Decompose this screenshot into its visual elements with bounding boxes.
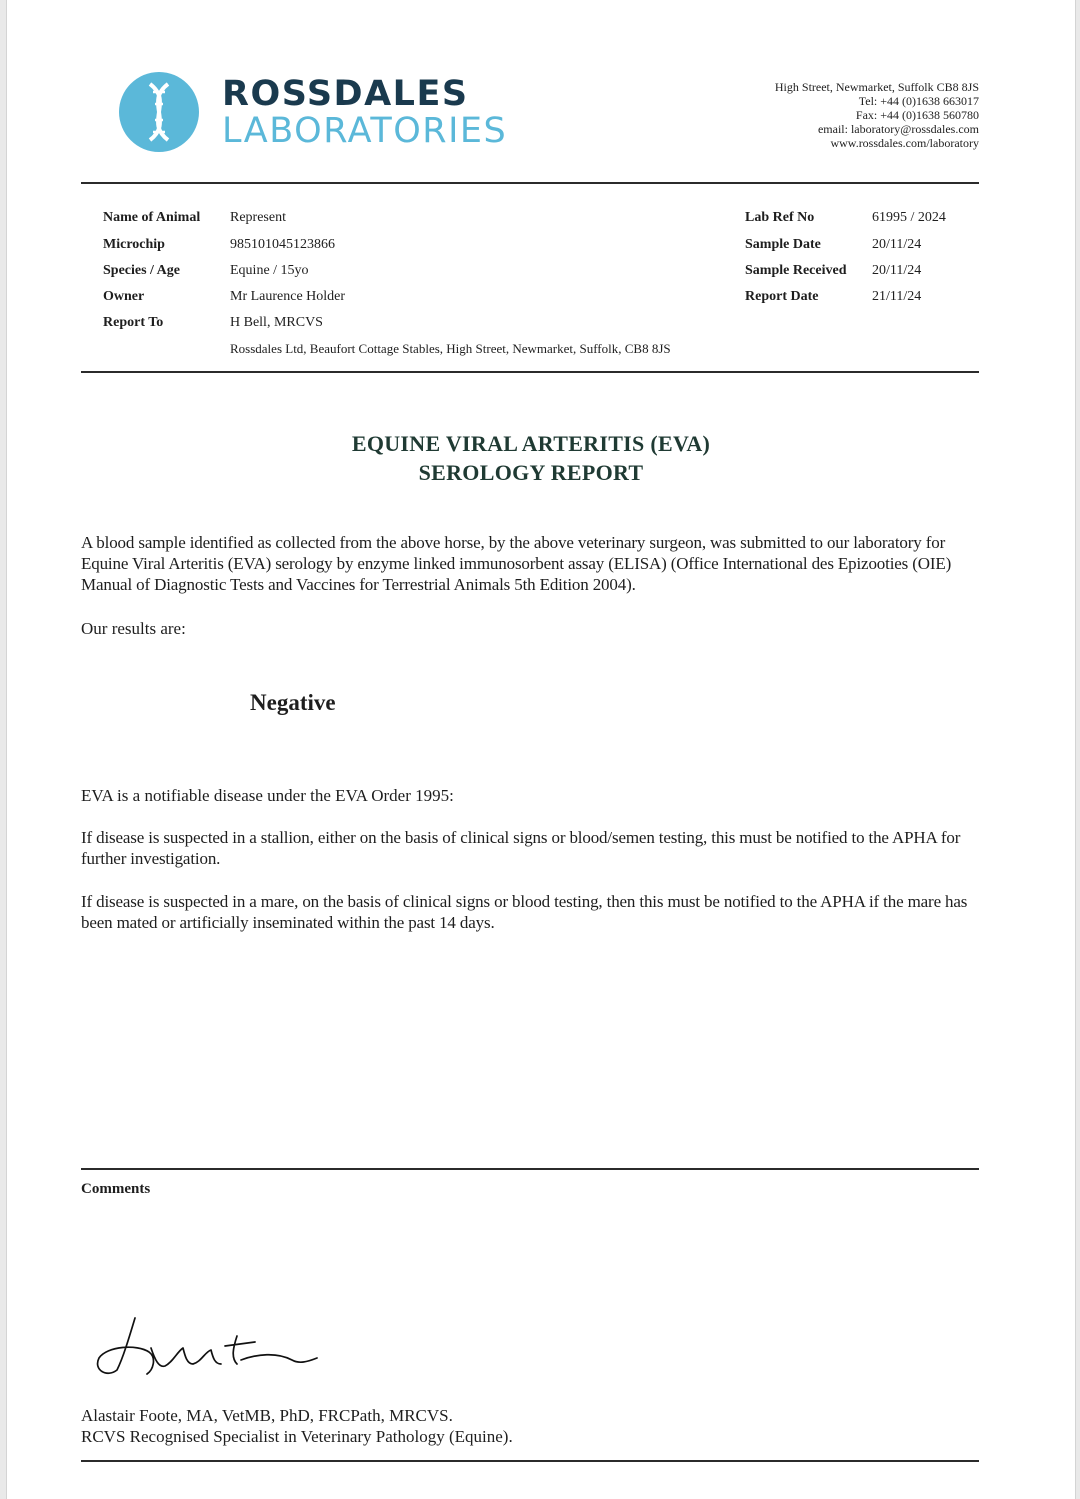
signatory-block (81, 1405, 513, 1447)
owner-value: Mr Laurence Holder (230, 289, 346, 304)
microchip-label: Microchip (103, 237, 165, 252)
address-line: High Street, Newmarket, Suffolk CB8 8JS (774, 80, 979, 94)
intro-paragraph: A blood sample identified as collected from the above horse, by the above veterinary surgeon, was submitted to our laboratory for Equine Viral Arteritis (EVA) serology by enzyme linked immunosorbent assay (ELISA) (Office International des Epizooties (OIE) Manual of Diagnostic Tests and Vaccines for Terrestrial Animals 5th Edition 2004). (81, 533, 952, 594)
signatory-name: Alastair Foote, MA, VetMB, PhD, FRCPath, MRCVS. (81, 1406, 453, 1425)
comments-label: Comments (81, 1181, 151, 1197)
report-to-address: Rossdales Ltd, Beaufort Cottage Stables, High Street, Newmarket, Suffolk, CB8 8JS (230, 341, 671, 356)
report-to-label: Report To (103, 315, 164, 330)
report-date-value: 21/11/24 (872, 289, 922, 304)
animal-label: Name of Animal (103, 210, 201, 225)
signature-image (87, 1308, 327, 1393)
species-label: Species / Age (103, 263, 180, 278)
sample-date-value: 20/11/24 (872, 237, 922, 252)
report-page (6, 0, 1076, 1499)
results-intro: Our results are: (81, 619, 186, 638)
report-title: EQUINE VIRAL ARTERITIS (EVA) (351, 431, 711, 456)
brand-subtitle: LABORATORIES (222, 111, 508, 151)
fax-line: Fax: +44 (0)1638 560780 (855, 108, 979, 122)
lab-address (775, 80, 979, 150)
comments-divider (81, 1168, 979, 1170)
owner-label: Owner (103, 289, 145, 304)
phone-line: Tel: +44 (0)1638 663017 (858, 94, 979, 108)
brand-name: ROSSDALES (222, 74, 469, 114)
sample-received-label: Sample Received (745, 263, 847, 278)
lab-ref-value: 61995 / 2024 (872, 210, 946, 225)
species-value: Equine / 15yo (230, 263, 309, 278)
dna-logo-icon (119, 72, 199, 152)
mare-note: If disease is suspected in a mare, on the basis of clinical signs or blood testing, then this must be notified to the APHA if the mare has been mated or artificially inseminated within the past 14 days. (81, 892, 968, 932)
report-subtitle: SEROLOGY REPORT (418, 460, 644, 485)
website-line: www.rossdales.com/laboratory (830, 136, 979, 150)
lab-ref-label: Lab Ref No (745, 210, 815, 225)
footer-divider (81, 1460, 979, 1462)
sample-received-value: 20/11/24 (872, 263, 922, 278)
stallion-note: If disease is suspected in a stallion, either on the basis of clinical signs or blood/semen testing, this must be notified to the APHA for further investigation. (81, 828, 961, 868)
animal-value: Represent (230, 210, 286, 225)
header-divider (81, 182, 979, 184)
microchip-value: 985101045123866 (230, 237, 335, 252)
sample-date-label: Sample Date (745, 237, 821, 252)
notifiable-statement: EVA is a notifiable disease under the EVA Order 1995: (81, 786, 454, 805)
details-divider (81, 371, 979, 373)
report-date-label: Report Date (745, 289, 819, 304)
signatory-title: RCVS Recognised Specialist in Veterinary Pathology (Equine). (81, 1427, 513, 1446)
email-line: email: laboratory@rossdales.com (817, 122, 979, 136)
test-result: Negative (250, 690, 336, 715)
report-to-value: H Bell, MRCVS (230, 315, 323, 330)
